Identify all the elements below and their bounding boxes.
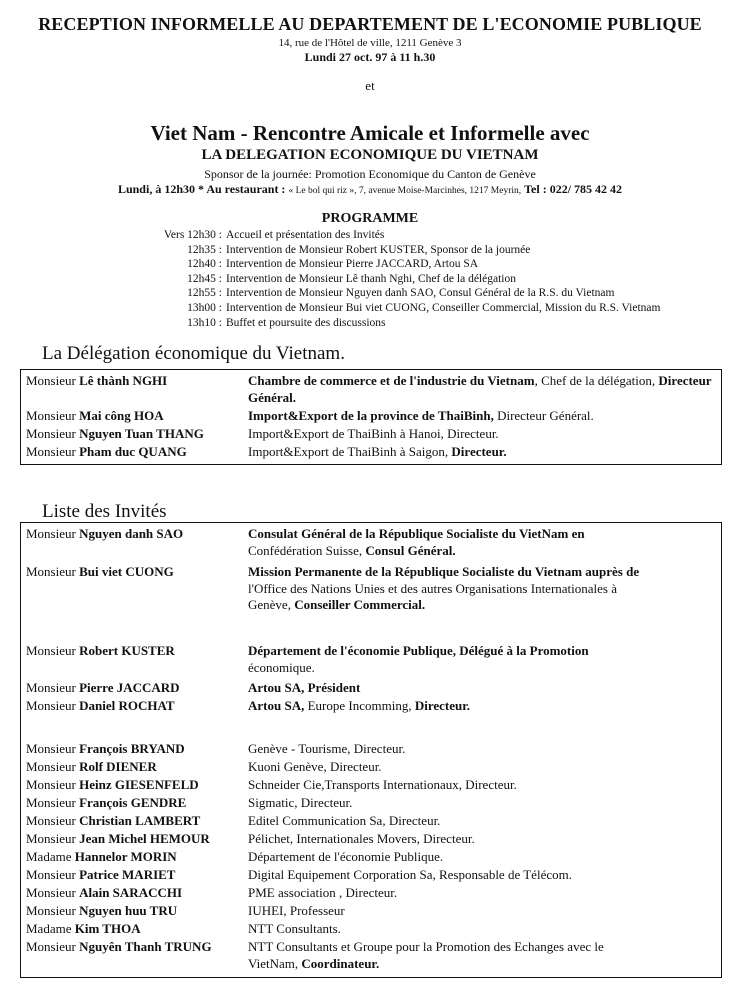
- guest-name: Monsieur Heinz GIESENFELD: [26, 777, 199, 792]
- programme-item: [150, 257, 730, 272]
- guest-affiliation: Artou SA, Président: [248, 680, 361, 695]
- programme-item: [150, 272, 730, 287]
- programme-item: [150, 286, 730, 301]
- guest-affiliation: Département de l'économie Publique, Délégué à la Promotion économique.: [248, 643, 589, 675]
- lunch-line: [0, 182, 740, 197]
- programme-text: Accueil et présentation des Invités: [226, 229, 385, 241]
- lunch-prefix: Lundi, à 12h30 * Au restaurant :: [117, 182, 286, 196]
- programme-text: Intervention de Monsieur Bui viet CUONG, Conseiller Commercial, Mission du R.S. Vietnam: [226, 301, 661, 314]
- guest-name: Monsieur Daniel ROCHAT: [26, 698, 175, 713]
- guest-name: Monsieur François GENDRE: [26, 795, 187, 810]
- guest-name: Monsieur Pierre JACCARD: [26, 680, 180, 695]
- member-name: Monsieur Lê thành NGHI: [26, 373, 168, 388]
- programme-title: PROGRAMME: [321, 211, 419, 226]
- delegation-table: [20, 369, 722, 465]
- guest-name: Monsieur Bui viet CUONG: [26, 564, 174, 579]
- guest-name: Monsieur Patrice MARIET: [26, 867, 176, 882]
- member-name: Monsieur Mai công HOA: [26, 408, 164, 423]
- guest-name: Monsieur Alain SARACCHI: [26, 885, 183, 900]
- programme-time: 12h35 :: [187, 243, 222, 256]
- programme-time: 12h55 :: [187, 287, 222, 300]
- conjunction: et: [365, 78, 375, 93]
- programme-text: Intervention de Monsieur Nguyen danh SAO, Consul Général de la R.S. du Vietnam: [226, 287, 615, 300]
- event-date: Lundi 27 oct. 97 à 11 h.30: [304, 50, 436, 64]
- guest-name: Monsieur Nguyen danh SAO: [26, 526, 184, 541]
- programme-text: Intervention de Monsieur Pierre JACCARD, Artou SA: [226, 258, 479, 271]
- guest-affiliation: Mission Permanente de la République Socialiste du Vietnam auprès de l'Office des Nations Unies et des autres Organisations Internationales à Genève, Conseiller Commercial.: [248, 564, 640, 612]
- programme-list: [150, 228, 730, 330]
- guest-affiliation: NTT Consultants.: [248, 921, 341, 936]
- programme-text: Intervention de Monsieur Lê thanh Nghi, Chef de la délégation: [226, 272, 516, 285]
- guest-name: Madame Hannelor MORIN: [26, 849, 177, 864]
- guests-table: [20, 522, 722, 978]
- guest-name: Monsieur Robert KUSTER: [26, 643, 175, 658]
- programme-text: Intervention de Monsieur Robert KUSTER, Sponsor de la journée: [226, 243, 531, 256]
- document-title: RECEPTION INFORMELLE AU DEPARTEMENT DE L'ECONOMIE PUBLIQUE: [38, 14, 702, 34]
- guest-name: Monsieur Jean Michel HEMOUR: [26, 831, 210, 846]
- programme-time: 13h00 :: [187, 301, 222, 314]
- guest-affiliation: Kuoni Genève, Directeur.: [248, 759, 382, 774]
- delegation-title: LA DELEGATION ECONOMIQUE DU VIETNAM: [201, 147, 539, 163]
- guest-affiliation: Sigmatic, Directeur.: [248, 795, 353, 810]
- programme-text: Buffet et poursuite des discussions: [226, 316, 386, 329]
- guest-affiliation: Digital Equipement Corporation Sa, Responsable de Télécom.: [248, 867, 572, 882]
- programme-item: [150, 301, 730, 316]
- guest-affiliation: Consulat Général de la République Socialiste du VietNam en Confédération Suisse, Consul Général.: [248, 526, 585, 558]
- guest-name: Monsieur Nguyen huu TRU: [26, 903, 178, 918]
- guest-affiliation: IUHEI, Professeur: [248, 903, 345, 918]
- programme-time: 13h10 :: [187, 316, 222, 329]
- programme-time: 12h45 :: [187, 272, 222, 285]
- guest-name: Monsieur François BRYAND: [26, 741, 185, 756]
- restaurant: « Le bol qui riz », 7, avenue Moise-Marcinhes, 1217 Meyrin,: [288, 186, 522, 196]
- member-affiliation: Import&Export de la province de ThaiBinh, Directeur Général.: [248, 408, 594, 423]
- guest-name: Madame Kim THOA: [26, 921, 141, 936]
- guest-name: Monsieur Nguyên Thanh TRUNG: [26, 939, 212, 954]
- programme-item: [150, 316, 730, 331]
- address: 14, rue de l'Hôtel de ville, 1211 Genève 3: [278, 37, 462, 49]
- guest-affiliation: Artou SA, Europe Incomming, Directeur.: [248, 698, 471, 713]
- guest-affiliation: Editel Communication Sa, Directeur.: [248, 813, 441, 828]
- programme-item: [150, 228, 730, 243]
- delegation-heading: La Délégation économique du Vietnam.: [42, 343, 345, 364]
- guest-affiliation: PME association , Directeur.: [248, 885, 398, 900]
- member-name: Monsieur Pham duc QUANG: [26, 444, 187, 459]
- programme-time: 12h40 :: [187, 258, 222, 271]
- member-name: Monsieur Nguyen Tuan THANG: [26, 426, 204, 441]
- member-affiliation: Chambre de commerce et de l'industrie du Vietnam, Chef de la délégation, Directeur Général.: [248, 373, 712, 405]
- member-affiliation: Import&Export de ThaiBinh à Hanoi, Directeur.: [248, 426, 499, 441]
- guest-affiliation: Pélichet, Internationales Movers, Directeur.: [248, 831, 475, 846]
- guest-name: Monsieur Christian LAMBERT: [26, 813, 201, 828]
- guest-affiliation: Genève - Tourisme, Directeur.: [248, 741, 406, 756]
- subtitle: Viet Nam - Rencontre Amicale et Informelle avec: [150, 121, 590, 145]
- guest-name: Monsieur Rolf DIENER: [26, 759, 157, 774]
- guest-affiliation: Schneider Cie,Transports Internationaux, Directeur.: [248, 777, 517, 792]
- member-affiliation: Import&Export de ThaiBinh à Saigon, Directeur.: [248, 444, 507, 459]
- programme-item: [150, 243, 730, 258]
- guest-affiliation: NTT Consultants et Groupe pour la Promotion des Echanges avec le VietNam, Coordinateur.: [248, 939, 604, 971]
- guest-affiliation: Département de l'économie Publique.: [248, 849, 444, 864]
- sponsor-line: Sponsor de la journée: Promotion Economique du Canton de Genève: [204, 167, 536, 181]
- guests-heading: Liste des Invités: [42, 501, 167, 522]
- telephone: Tel : 022/ 785 42 42: [524, 182, 623, 196]
- programme-time: Vers 12h30 :: [163, 229, 222, 241]
